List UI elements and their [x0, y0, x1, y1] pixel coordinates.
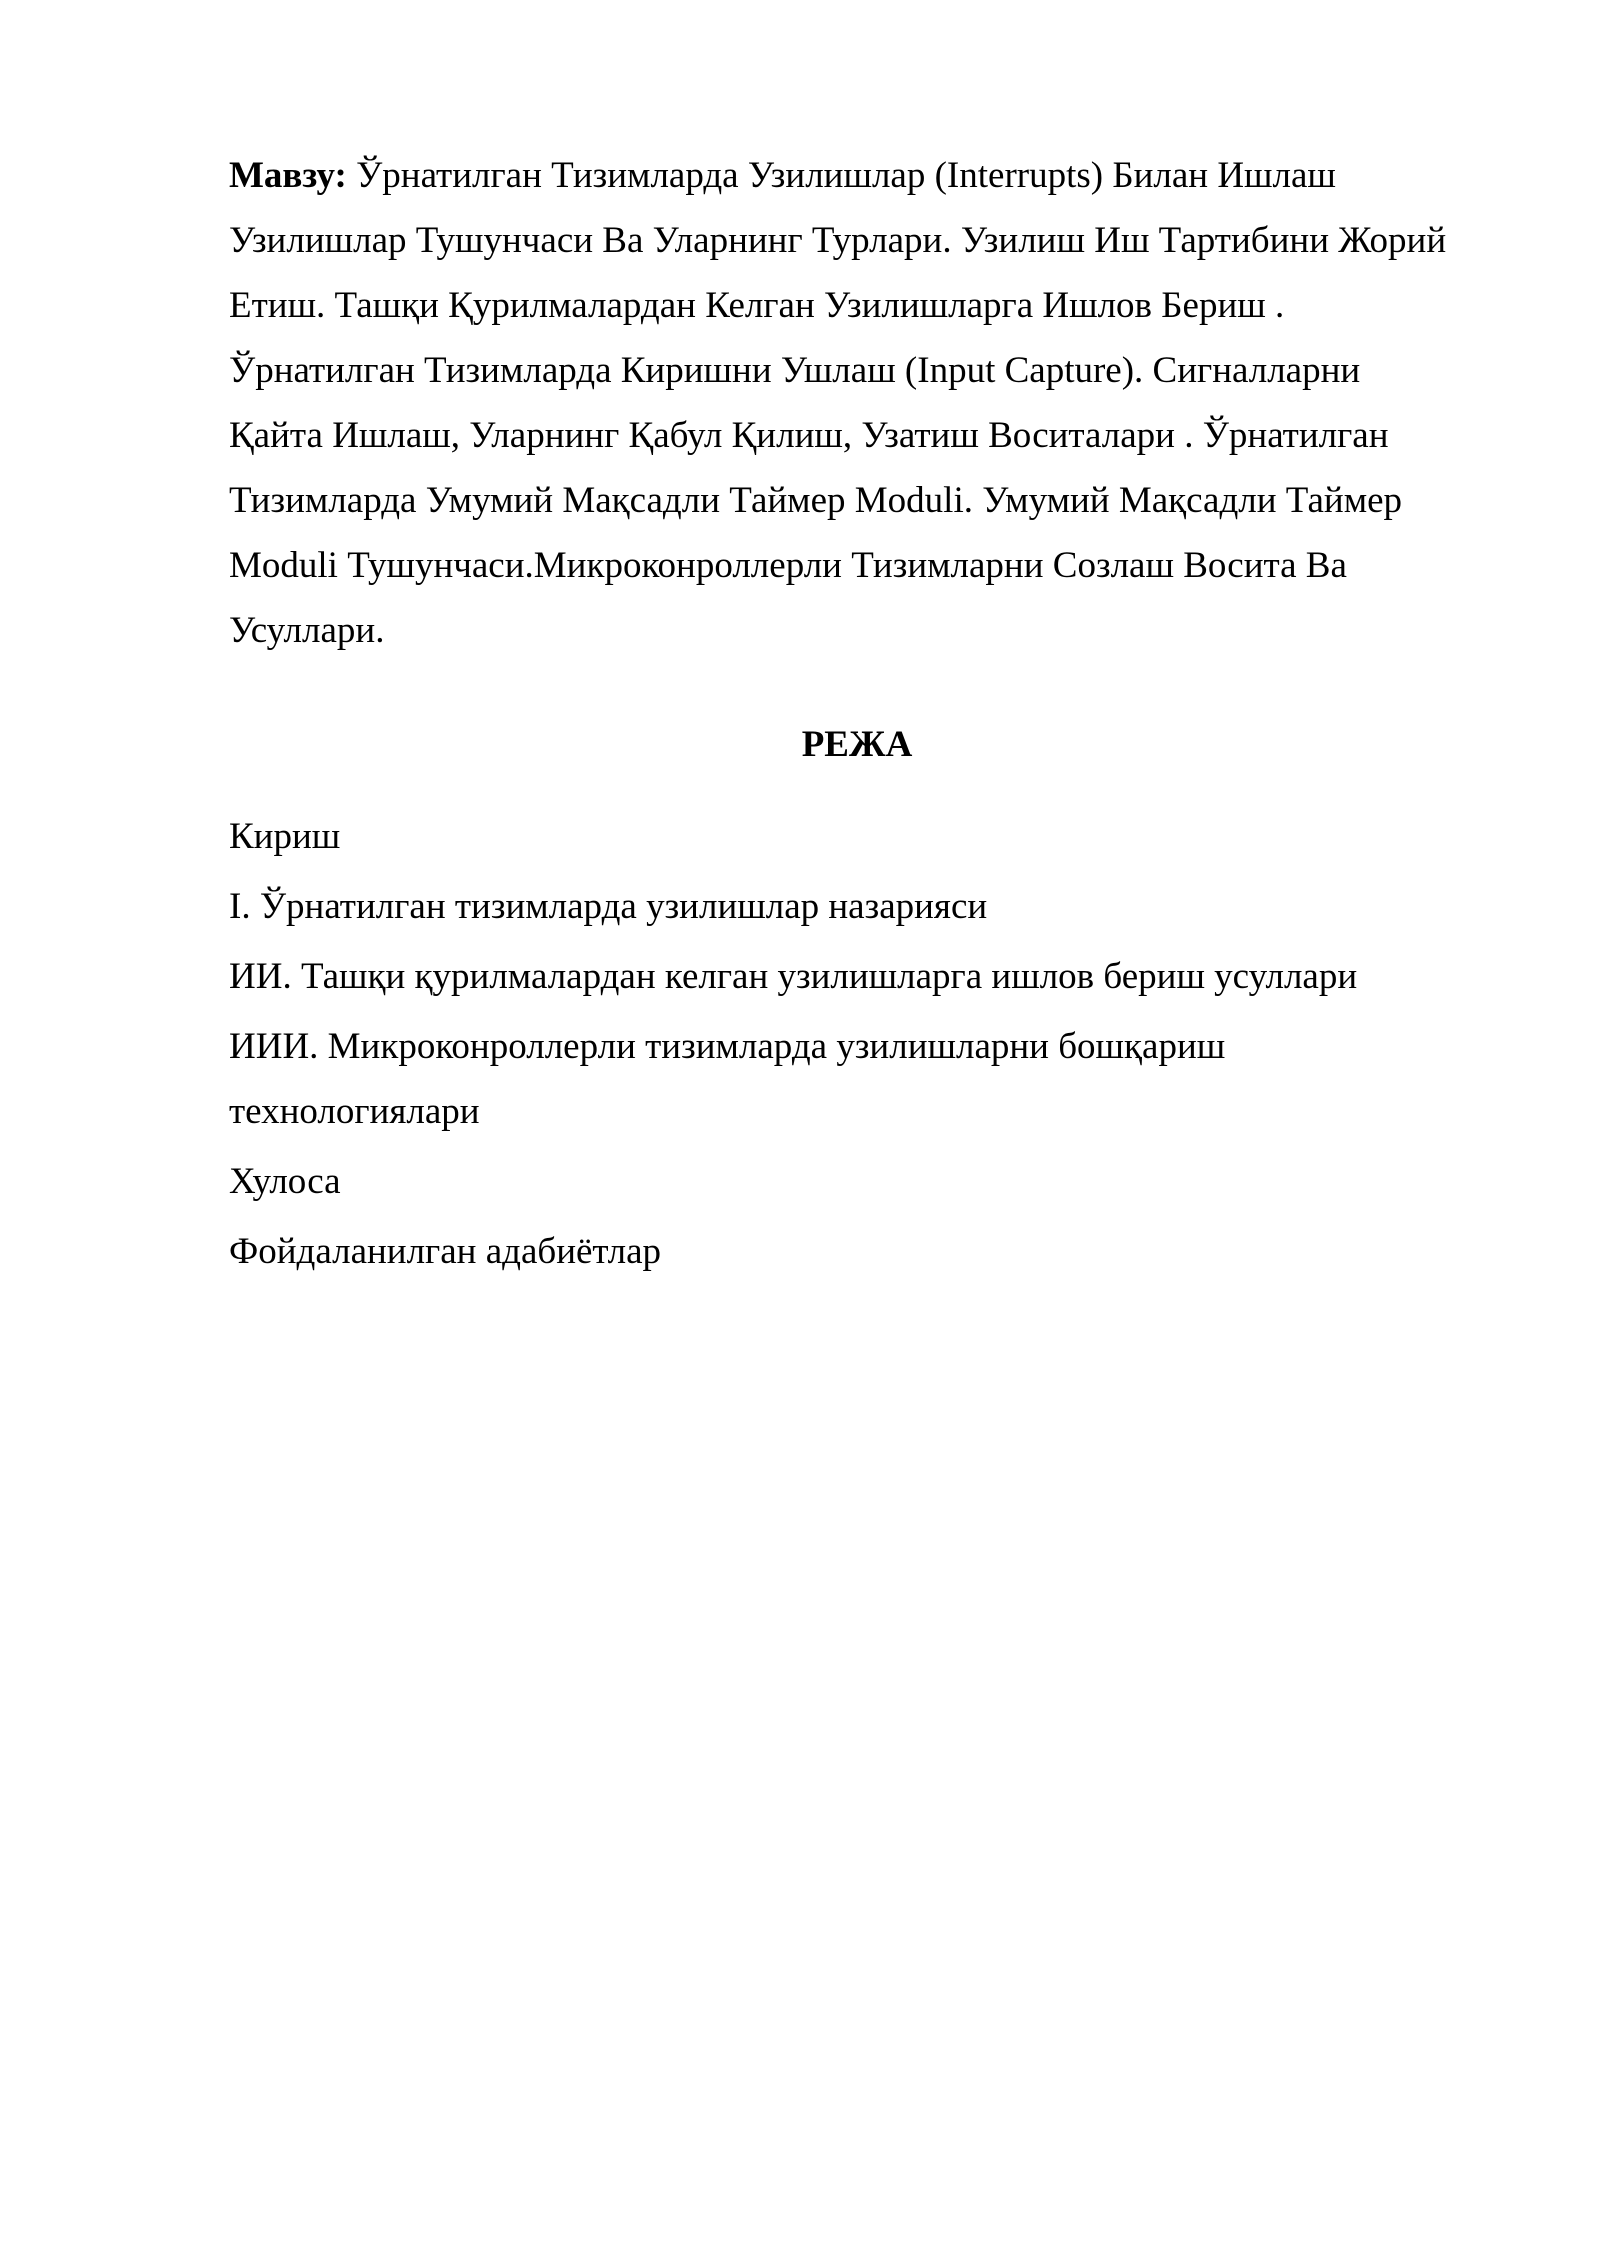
- topic-line: [229, 143, 1519, 208]
- plan-item-introduction: [229, 804, 1519, 874]
- plan-item-references: [229, 1219, 1519, 1289]
- plan-item-conclusion: [229, 1149, 1519, 1219]
- plan-title: РЕЖА: [801, 724, 913, 765]
- plan-item-label: ИИИ. Микроконроллерли тизимларда узилишларни бошқариш: [229, 1026, 1226, 1067]
- topic-line: Узилишлар Тушунчаси Ва Уларнинг Турлари. Узилиш Иш Тартибини Жорий: [229, 220, 1447, 261]
- topic-label: Мавзу:: [229, 155, 347, 196]
- plan-item-label: Фойдаланилган адабиётлар: [229, 1231, 662, 1272]
- topic-line: Етиш. Ташқи Қурилмалардан Келган Узилишларга Ишлов Бериш .: [229, 285, 1285, 326]
- topic-line: Тизимларда Умумий Мақсадли Таймер Moduli. Умумий Мақсадли Таймер: [229, 480, 1403, 521]
- plan-item-chapter-1: [229, 874, 1519, 944]
- plan-item-label: Хулоса: [229, 1161, 341, 1202]
- plan-item-chapter-3: [229, 1014, 1519, 1149]
- topic-paragraph: [229, 143, 1519, 663]
- plan-item-label: ИИ. Ташқи қурилмалардан келган узилишларга ишлов бериш усуллари: [229, 956, 1358, 997]
- plan-item-label: Кириш: [229, 816, 341, 857]
- topic-line: Усуллари.: [229, 610, 385, 651]
- topic-line: Ўрнатилган Тизимларда Киришни Ушлаш (Input Capture). Сигналларни: [229, 350, 1361, 391]
- plan-list: [229, 804, 1519, 1289]
- topic-line: Moduli Тушунчаси.Микроконроллерли Тизимларни Созлаш Восита Ва: [229, 545, 1347, 586]
- plan-item-label: I. Ўрнатилган тизимларда узилишлар назарияси: [229, 886, 988, 927]
- topic-text: Ўрнатилган Тизимларда Узилишлар (Interrupts) Билан Ишлаш: [346, 155, 1336, 196]
- topic-line: Қайта Ишлаш, Уларнинг Қабул Қилиш, Узатиш Воситалари . Ўрнатилган: [229, 415, 1389, 456]
- plan-item-chapter-2: [229, 944, 1519, 1014]
- plan-item-label-continued: технологиялари: [229, 1091, 480, 1132]
